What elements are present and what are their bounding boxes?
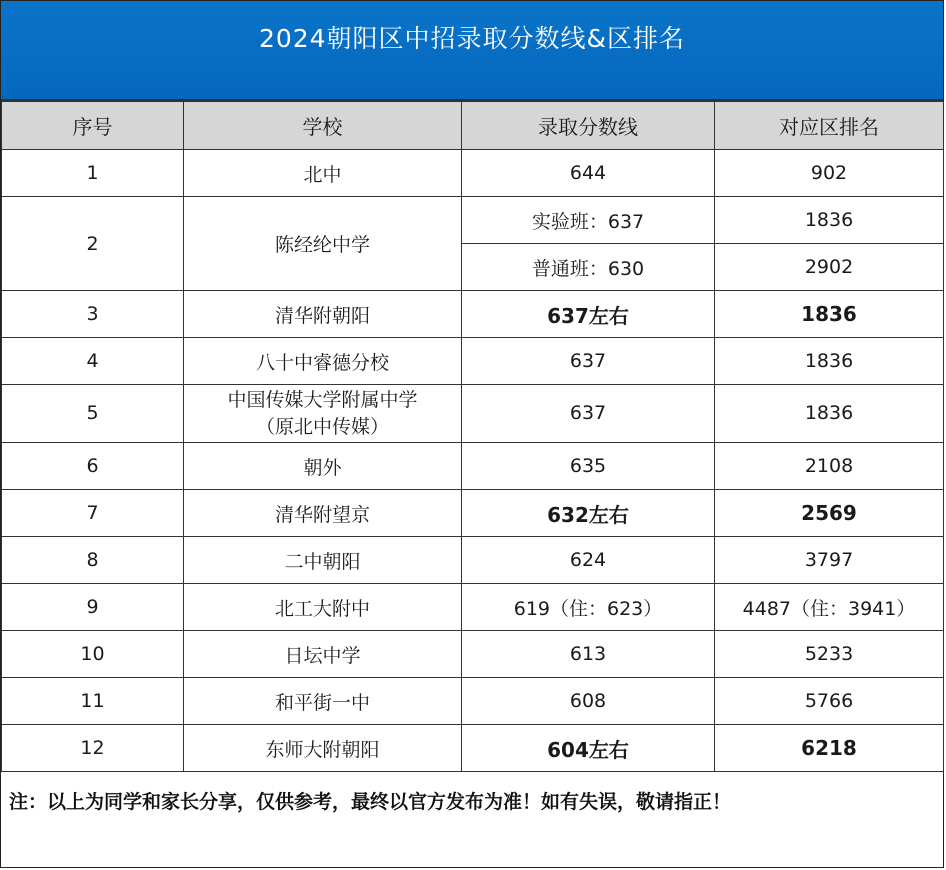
page-title: 2024朝阳区中招录取分数线&区排名 bbox=[258, 24, 686, 53]
table-row bbox=[2, 443, 944, 490]
row-rank: 2902 bbox=[715, 244, 944, 291]
header-school: 学校 bbox=[184, 102, 462, 150]
row-school: 清华附望京 bbox=[184, 490, 462, 537]
row-score: 637 bbox=[462, 338, 715, 385]
row-school: 北工大附中 bbox=[184, 584, 462, 631]
row-score: 624 bbox=[462, 537, 715, 584]
table-row bbox=[2, 385, 944, 443]
header-rank: 对应区排名 bbox=[715, 102, 944, 150]
row-no: 10 bbox=[2, 631, 184, 678]
row-rank: 2108 bbox=[715, 443, 944, 490]
row-no: 5 bbox=[2, 385, 184, 443]
table-row bbox=[2, 678, 944, 725]
row-rank: 6218 bbox=[715, 725, 944, 772]
row-no: 9 bbox=[2, 584, 184, 631]
row-rank: 1836 bbox=[715, 385, 944, 443]
row-school-line1: 中国传媒大学附属中学 bbox=[227, 388, 418, 411]
row-score: 644 bbox=[462, 150, 715, 197]
table-row bbox=[2, 490, 944, 537]
row-school: 二中朝阳 bbox=[184, 537, 462, 584]
table-row bbox=[2, 338, 944, 385]
row-no: 3 bbox=[2, 291, 184, 338]
table-row bbox=[2, 584, 944, 631]
row-school: 北中 bbox=[184, 150, 462, 197]
row-score: 619（住：623） bbox=[462, 584, 715, 631]
row-score: 632左右 bbox=[462, 490, 715, 537]
row-score: 实验班：637 bbox=[462, 197, 715, 244]
score-table bbox=[1, 101, 944, 772]
row-no: 6 bbox=[2, 443, 184, 490]
row-score: 608 bbox=[462, 678, 715, 725]
row-no: 2 bbox=[2, 197, 184, 291]
table-row bbox=[2, 537, 944, 584]
title-bar bbox=[1, 1, 943, 101]
header-no: 序号 bbox=[2, 102, 184, 150]
table-row bbox=[2, 150, 944, 197]
row-rank: 1836 bbox=[715, 197, 944, 244]
row-no: 12 bbox=[2, 725, 184, 772]
row-school: 陈经纶中学 bbox=[184, 197, 462, 291]
row-score: 普通班：630 bbox=[462, 244, 715, 291]
row-rank: 5766 bbox=[715, 678, 944, 725]
header-score: 录取分数线 bbox=[462, 102, 715, 150]
row-score: 635 bbox=[462, 443, 715, 490]
row-no: 11 bbox=[2, 678, 184, 725]
row-score: 637左右 bbox=[462, 291, 715, 338]
row-no: 1 bbox=[2, 150, 184, 197]
header-row bbox=[2, 102, 944, 150]
row-rank: 5233 bbox=[715, 631, 944, 678]
table-row bbox=[2, 197, 944, 244]
row-rank: 1836 bbox=[715, 338, 944, 385]
row-rank: 902 bbox=[715, 150, 944, 197]
row-no: 8 bbox=[2, 537, 184, 584]
row-school: 日坛中学 bbox=[184, 631, 462, 678]
row-school: 和平街一中 bbox=[184, 678, 462, 725]
row-score: 604左右 bbox=[462, 725, 715, 772]
row-no: 7 bbox=[2, 490, 184, 537]
table-row bbox=[2, 631, 944, 678]
row-school: 东师大附朝阳 bbox=[184, 725, 462, 772]
row-rank: 3797 bbox=[715, 537, 944, 584]
row-school: 八十中睿德分校 bbox=[184, 338, 462, 385]
row-school: 清华附朝阳 bbox=[184, 291, 462, 338]
table-row bbox=[2, 725, 944, 772]
row-school-line2: （原北中传媒） bbox=[255, 415, 389, 438]
row-school: 朝外 bbox=[184, 443, 462, 490]
row-score: 637 bbox=[462, 385, 715, 443]
row-no: 4 bbox=[2, 338, 184, 385]
row-school bbox=[184, 385, 462, 443]
row-score: 613 bbox=[462, 631, 715, 678]
table-row bbox=[2, 291, 944, 338]
footnote: 注：以上为同学和家长分享，仅供参考，最终以官方发布为准！如有失误，敬请指正！ bbox=[9, 791, 732, 813]
row-rank: 4487（住：3941） bbox=[715, 584, 944, 631]
row-rank: 2569 bbox=[715, 490, 944, 537]
row-rank: 1836 bbox=[715, 291, 944, 338]
